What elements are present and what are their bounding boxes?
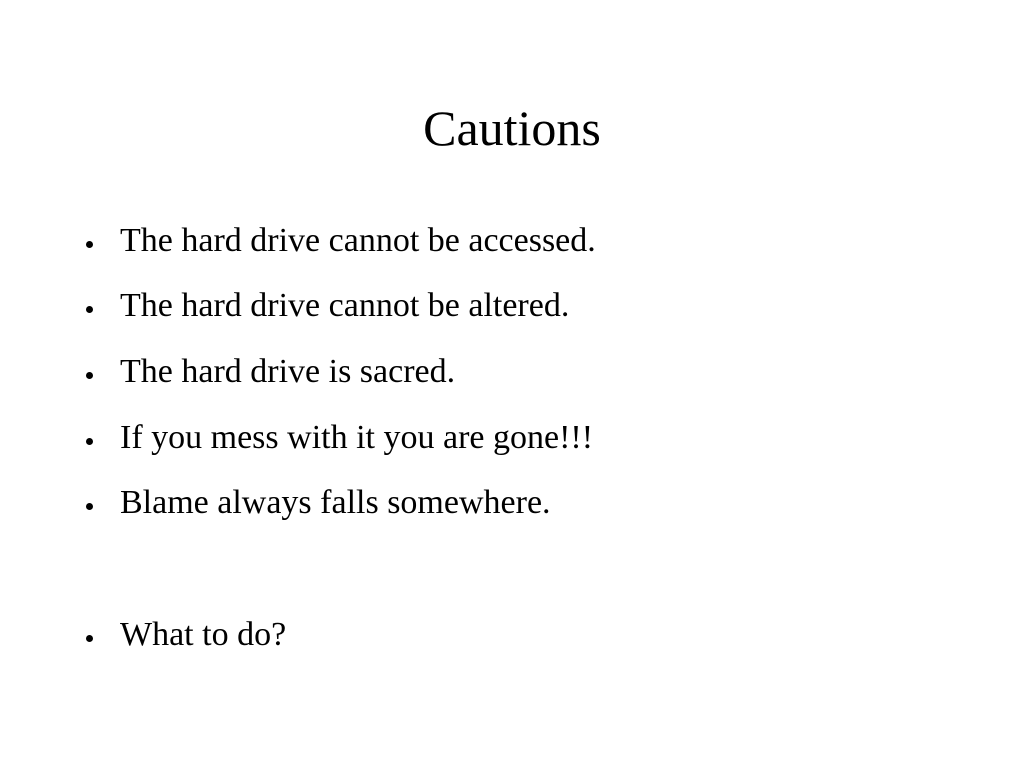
slide-title: Cautions bbox=[423, 100, 601, 156]
bullet-dot-icon bbox=[86, 503, 93, 510]
bullet-text: The hard drive cannot be accessed. bbox=[120, 222, 596, 259]
bullet-dot-icon bbox=[86, 372, 93, 379]
bullet-dot-icon bbox=[86, 306, 93, 313]
bullet-item bbox=[86, 350, 455, 394]
bullet-item bbox=[86, 481, 551, 525]
bullet-text: Blame always falls somewhere. bbox=[120, 484, 551, 521]
bullet-text: The hard drive is sacred. bbox=[120, 353, 456, 390]
bullet-dot-icon bbox=[86, 241, 93, 248]
bullet-item bbox=[86, 416, 593, 460]
bullet-text: What to do? bbox=[120, 616, 287, 653]
bullet-item bbox=[86, 284, 569, 328]
bullet-dot-icon bbox=[86, 438, 93, 445]
bullet-item bbox=[86, 613, 286, 657]
bullet-text: The hard drive cannot be altered. bbox=[120, 287, 570, 324]
bullet-dot-icon bbox=[86, 635, 93, 642]
bullet-text: If you mess with it you are gone!!! bbox=[120, 419, 594, 456]
bullet-item bbox=[86, 219, 596, 263]
